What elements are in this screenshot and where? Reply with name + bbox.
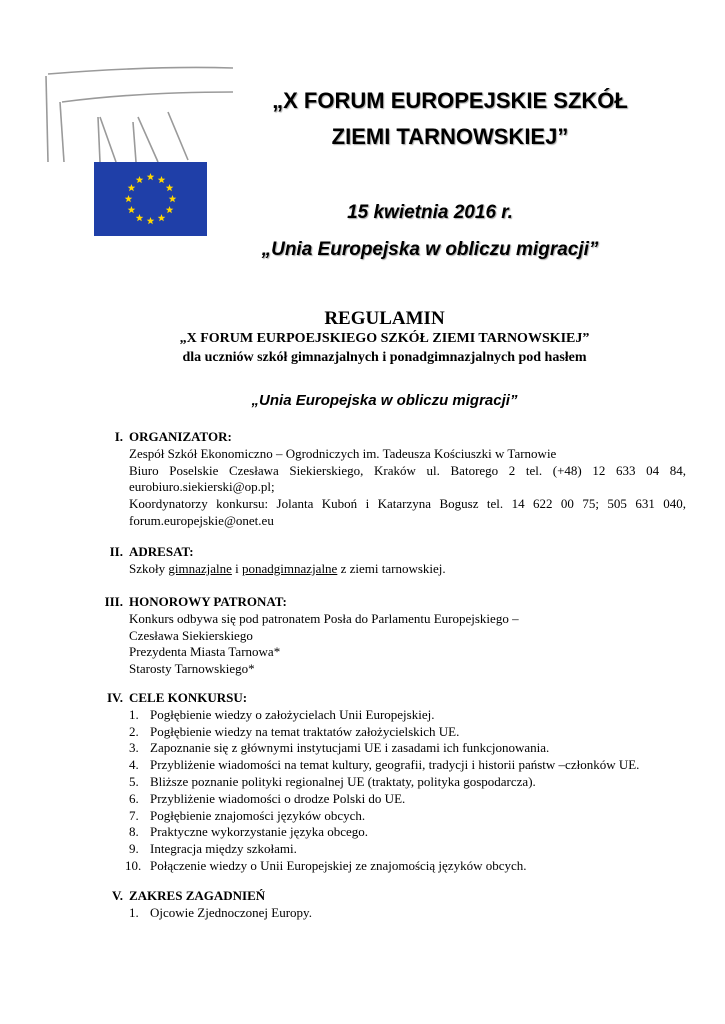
list-item: 6. Przybliżenie wiadomości o drodze Polski do UE. [129,790,406,806]
section-body [96,561,686,578]
section-title: ZAKRES ZAGADNIEŃ [129,888,266,903]
patronage-line: Prezydenta Miasta Tarnowa* [129,644,281,660]
section-body [96,611,686,678]
forum-date: 15 kwietnia 2016 r. [347,202,513,223]
list-item: 2. Pogłębienie wiedzy na temat traktatów założycielskich UE. [129,723,460,739]
section-title: HONOROWY PATRONAT: [129,594,287,609]
section-patronage [96,594,686,678]
forum-title-line1: „X FORUM EUROPEJSKIE SZKÓŁ [272,88,628,113]
section-organizer [96,429,686,530]
scope-list [129,905,686,922]
section-number: III. [104,594,123,609]
section-goals [96,690,686,875]
section-number: I. [114,429,123,444]
patronage-line: Konkurs odbywa się pod patronatem Posła do Parlamentu Europejskiego – [129,610,519,626]
section-heading [96,594,686,611]
list-item: 3. Zapoznanie się z głównymi instytucjami UE i zasadami ich funkcjonowania. [129,740,550,756]
section-body [96,707,686,875]
section-title: ADRESAT: [129,544,194,559]
list-item: 9. Integracja między szkołami. [129,841,297,857]
forum-title-line2: ZIEMI TARNOWSKIEJ” [331,124,569,149]
regulation-title: REGULAMIN [324,308,445,329]
regulation-motto: „Unia Europejska w obliczu migracji” [251,392,518,409]
section-number: IV. [106,690,123,705]
parliament-logo-icon [38,62,238,172]
section-heading [96,888,686,905]
organizer-coordinators: Koordynatorzy konkursu: Jolanta Kuboń i Katarzyna Bogusz tel. 14 622 00 75; 505 631 040, forum.europejskie@onet.eu [129,496,686,528]
patronage-line: Starosty Tarnowskiego* [129,661,255,677]
section-body [96,446,686,530]
section-number: II. [109,544,123,559]
list-item: 8. Praktyczne wykorzystanie języka obcego. [129,824,369,840]
list-item: 7. Pogłębienie znajomości języków obcych. [129,807,366,823]
eu-flag-icon [94,162,207,236]
regulation-subtitle: „X FORUM EURPOEJSKIEGO SZKÓŁ ZIEMI TARNOWSKIEJ” [179,331,590,346]
organizer-office: Biuro Poselskie Czesława Siekierskiego, Kraków ul. Batorego 2 tel. (+48) 12 633 04 84, eurobiuro.siekierski@op.pl; [129,462,686,495]
underlined-term: ponadgimnazjalne [242,560,338,576]
list-item: 1. Ojcowie Zjednoczonej Europy. [129,904,312,920]
list-item: 10. Połączenie wiedzy o Unii Europejskiej ze znajomością języków obcych. [125,857,527,873]
list-item: 5. Bliższe poznanie polityki regionalnej UE (traktaty, polityka gospodarcza). [129,773,536,789]
section-heading [96,690,686,707]
section-body [96,905,686,922]
organizer-school: Zespół Szkół Ekonomiczno – Ogrodniczych im. Tadeusza Kościuszki w Tarnowie [129,445,557,461]
patronage-line: Czesława Siekierskiego [129,627,253,643]
forum-theme: „Unia Europejska w obliczu migracji” [261,239,599,260]
regulation-audience: dla uczniów szkół gimnazjalnych i ponadgimnazjalnych pod hasłem [182,350,587,365]
goals-list [125,706,686,875]
addressee-text: Szkoły gimnazjalne i ponadgimnazjalne z ziemi tarnowskiej. [129,560,446,576]
section-heading [96,544,686,561]
section-title: ORGANIZATOR: [129,429,232,444]
section-number: V. [112,888,123,903]
list-item: 4. Przybliżenie wiadomości na temat kultury, geografii, tradycji i historii państw –członków UE. [129,757,640,773]
section-heading [96,429,686,446]
section-scope [96,888,686,922]
underlined-term: gimnazjalne [168,560,232,576]
section-addressee [96,544,686,578]
list-item: 1. Pogłębienie wiedzy o założycielach Unii Europejskiej. [129,706,435,722]
section-title: CELE KONKURSU: [129,690,248,705]
